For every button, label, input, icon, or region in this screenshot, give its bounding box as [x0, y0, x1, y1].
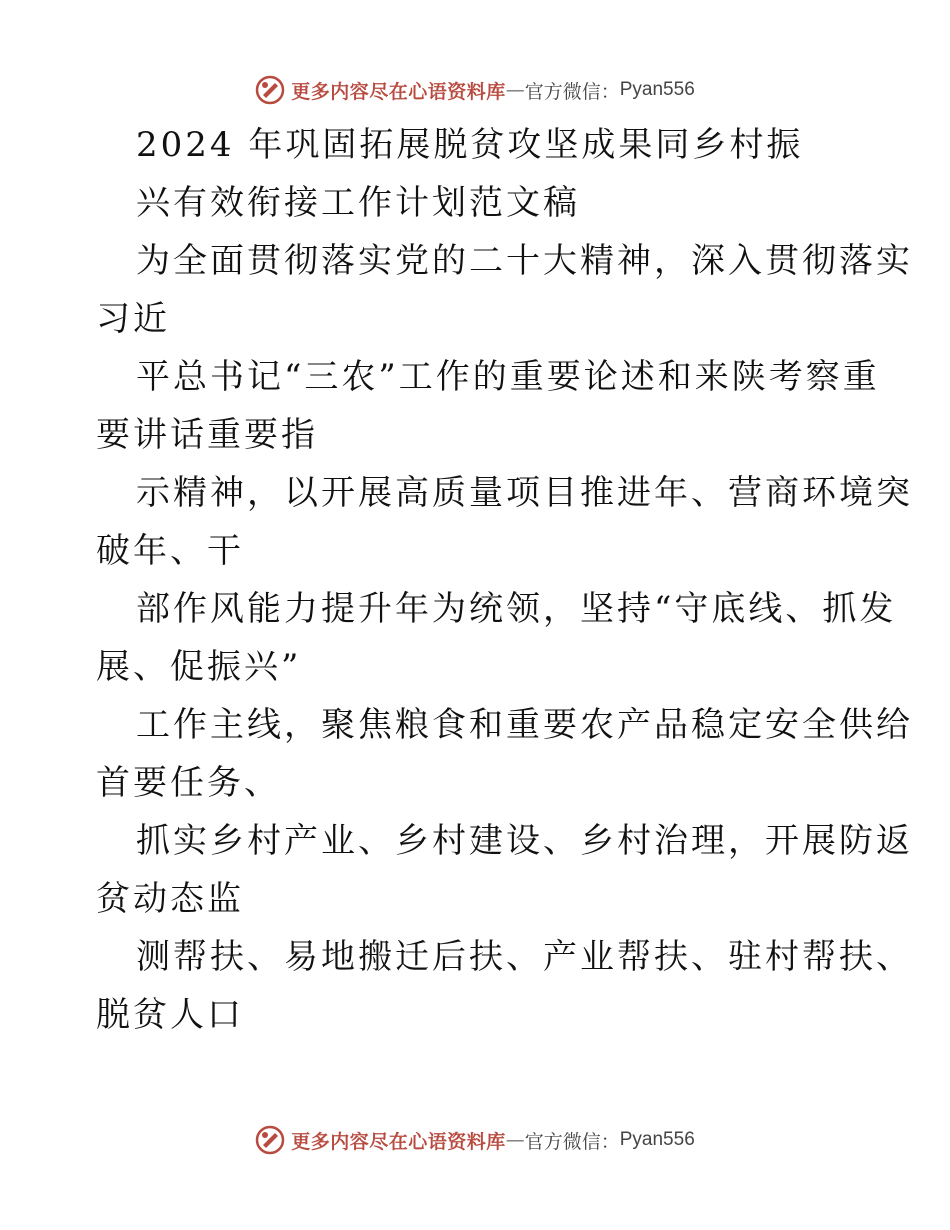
- body-text-line: 为全面贯彻落实党的二十大精神，深入贯彻落实: [136, 241, 913, 281]
- body-text-line: 脱贫人口: [96, 995, 244, 1035]
- document-title-line-1: 2024 年巩固拓展脱贫攻坚成果同乡村振: [136, 125, 804, 165]
- body-text-line: 平总书记“三农”工作的重要论述和来陕考察重: [136, 357, 880, 397]
- header-wechat-label: 官方微信：: [524, 80, 620, 103]
- body-text-line: 要讲话重要指: [96, 415, 318, 455]
- body-text-line: 抓实乡村产业、乡村建设、乡村治理，开展防返: [136, 821, 913, 861]
- body-text-line: 贫动态监: [96, 879, 244, 919]
- footer-watermark: [0, 1122, 950, 1158]
- body-text-line: 破年、干: [96, 531, 244, 571]
- logo-icon: [255, 1125, 285, 1155]
- body-text-line: 首要任务、: [96, 763, 281, 803]
- document-title-line-2: 兴有效衔接工作计划范文稿: [136, 183, 580, 223]
- header-site-name: 更多内容尽在心语资料库: [291, 80, 506, 103]
- body-text-line: 示精神，以开展高质量项目推进年、营商环境突: [136, 473, 913, 513]
- footer-wechat-label: 官方微信：: [524, 1130, 620, 1153]
- body-text-line: 习近: [96, 299, 170, 339]
- body-text-line: 测帮扶、易地搬迁后扶、产业帮扶、驻村帮扶、: [136, 937, 913, 977]
- body-text-line: 工作主线，聚焦粮食和重要农产品稳定安全供给: [136, 705, 913, 745]
- footer-site-name: 更多内容尽在心语资料库: [291, 1130, 506, 1153]
- body-text-line: 展、促振兴”: [96, 647, 302, 687]
- logo-icon: [255, 75, 285, 105]
- footer-wechat-handle: Pyan556: [619, 1129, 695, 1150]
- document-body: [96, 116, 913, 1044]
- body-text-line: 部作风能力提升年为统领，坚持“守底线、抓发: [136, 589, 897, 629]
- footer-dash: —: [505, 1129, 525, 1151]
- header-watermark: [0, 72, 950, 108]
- header-dash: —: [505, 79, 525, 101]
- paragraph: [96, 232, 913, 1044]
- header-wechat-handle: Pyan556: [619, 79, 695, 100]
